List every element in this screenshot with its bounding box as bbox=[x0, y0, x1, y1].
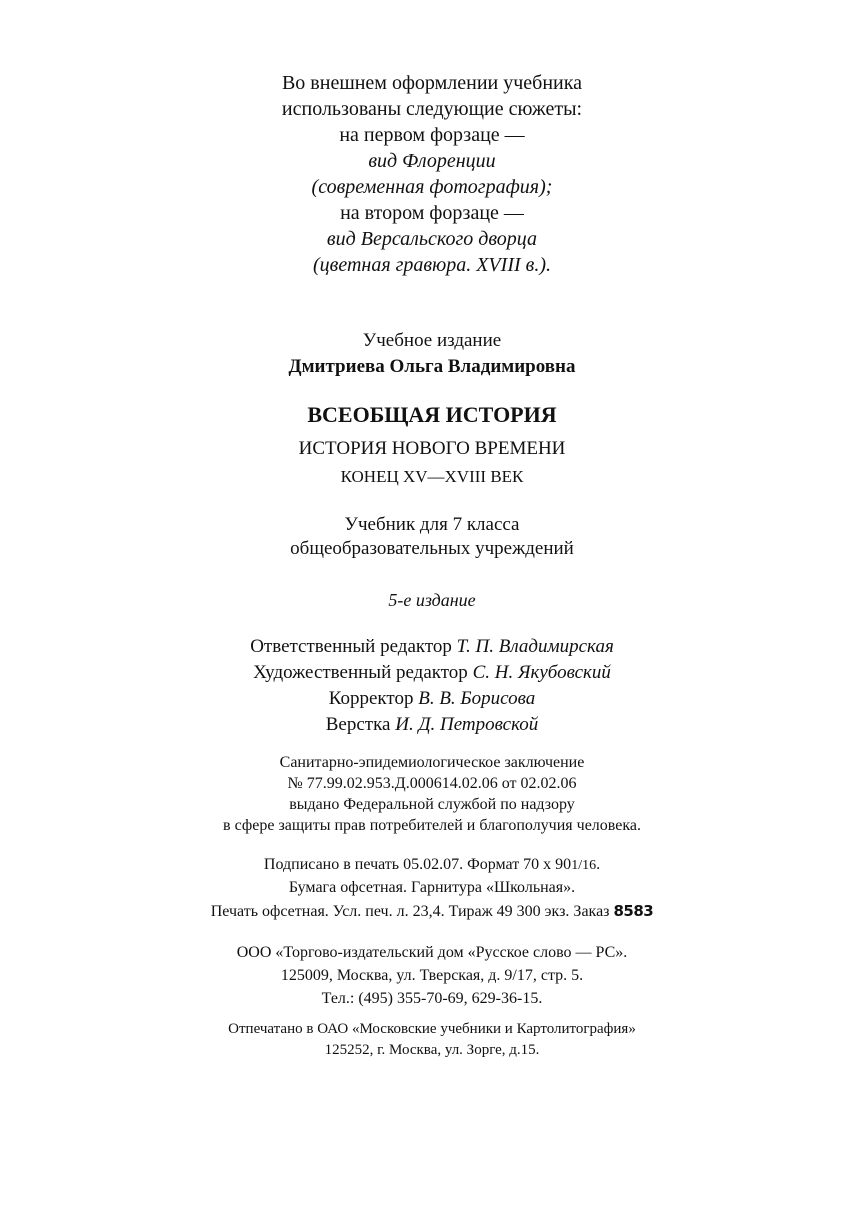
sanitary-line: выдано Федеральной службой по надзору bbox=[289, 796, 575, 813]
book-period: КОНЕЦ XV—XVIII ВЕК bbox=[340, 467, 524, 486]
printer-line: 125252, г. Москва, ул. Зорге, д.15. bbox=[324, 1042, 540, 1058]
staff-person: Т. П. Владимирская bbox=[456, 636, 614, 657]
staff-role: Художественный редактор bbox=[253, 662, 468, 683]
staff-role: Ответственный редактор bbox=[250, 636, 452, 657]
staff-line bbox=[0, 688, 864, 710]
design-note-line: (современная фотография); bbox=[311, 176, 553, 198]
publisher-line: 125009, Москва, ул. Тверская, д. 9/17, стр. 5. bbox=[280, 967, 584, 984]
design-note-line: (цветная гравюра. XVIII в.). bbox=[313, 254, 551, 276]
staff-person: С. Н. Якубовский bbox=[472, 662, 611, 683]
print-specs-line bbox=[0, 856, 864, 874]
sanitary-line: в сфере защиты прав потребителей и благополучия человека. bbox=[223, 817, 641, 834]
print-specs-text: Печать офсетная. Усл. печ. л. 23,4. Тираж 49 300 экз. Заказ bbox=[210, 903, 610, 920]
staff-person: И. Д. Петровской bbox=[395, 714, 539, 735]
staff-line bbox=[0, 714, 864, 736]
print-specs-line bbox=[0, 902, 864, 921]
staff-person: В. В. Борисова bbox=[418, 688, 536, 709]
book-title: ВСЕОБЩАЯ ИСТОРИЯ bbox=[307, 402, 557, 427]
format-fraction: 1/16 bbox=[571, 858, 597, 873]
staff-role: Корректор bbox=[328, 688, 414, 709]
edition-number: 5-е издание bbox=[388, 590, 476, 610]
print-specs-text: . bbox=[596, 856, 601, 873]
book-subtitle: ИСТОРИЯ НОВОГО ВРЕМЕНИ bbox=[298, 438, 566, 459]
printer-line: Отпечатано в ОАО «Московские учебники и Картолитография» bbox=[228, 1021, 636, 1037]
order-number-handwritten: 8583 bbox=[613, 902, 654, 920]
audience-line: Учебник для 7 класса bbox=[344, 514, 520, 535]
staff-line bbox=[0, 636, 864, 658]
staff-line bbox=[0, 662, 864, 684]
sanitary-line: № 77.99.02.953.Д.000614.02.06 от 02.02.06 bbox=[287, 775, 577, 792]
print-specs-text: Подписано в печать 05.02.07. Формат 70 x 90 bbox=[263, 856, 572, 873]
design-note-line: вид Версальского дворца bbox=[326, 228, 538, 250]
design-note-line: Во внешнем оформлении учебника bbox=[281, 72, 583, 94]
publisher-line: Тел.: (495) 355-70-69, 629-36-15. bbox=[321, 990, 543, 1007]
design-note-line: вид Флоренции bbox=[368, 150, 496, 172]
sanitary-line: Санитарно-эпидемиологическое заключение bbox=[279, 754, 585, 771]
print-specs-line: Бумага офсетная. Гарнитура «Школьная». bbox=[288, 879, 576, 896]
design-note-line: на втором форзаце — bbox=[340, 202, 524, 224]
design-note-line: использованы следующие сюжеты: bbox=[281, 98, 583, 120]
staff-role: Верстка bbox=[325, 714, 391, 735]
audience-line: общеобразовательных учреждений bbox=[290, 538, 574, 559]
author-name: Дмитриева Ольга Владимировна bbox=[288, 356, 576, 377]
design-note-line: на первом форзаце — bbox=[339, 124, 525, 146]
publisher-line: ООО «Торгово-издательский дом «Русское слово — РС». bbox=[236, 944, 628, 961]
edition-type: Учебное издание bbox=[362, 330, 502, 351]
